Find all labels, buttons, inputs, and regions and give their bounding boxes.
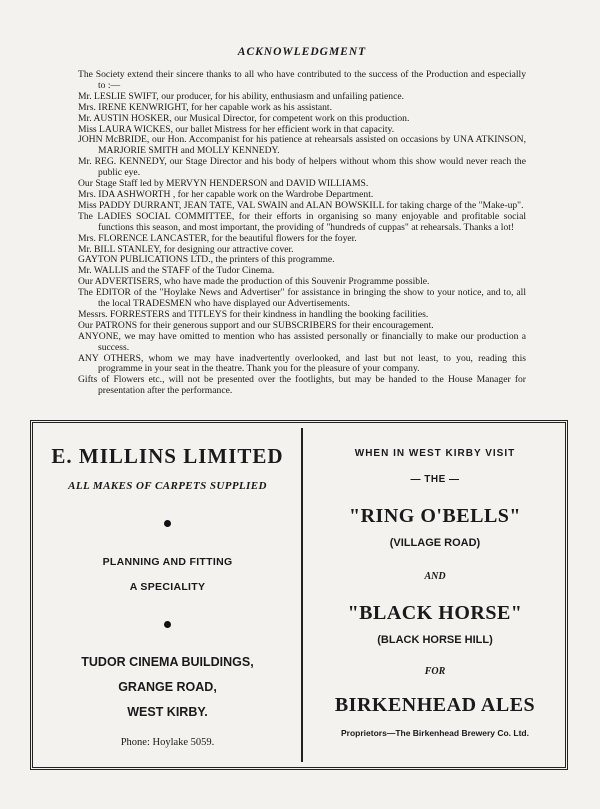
- pub-location: (BLACK HORSE HILL): [377, 634, 493, 646]
- bullet-icon: [40, 615, 295, 633]
- visit-intro: WHEN IN WEST KIRBY VISIT: [354, 448, 516, 459]
- acknowledgment-item: Mr. AUSTIN HOSKER, our Musical Director, for competent work on this production.: [78, 112, 410, 124]
- acknowledgment-list: [78, 70, 526, 397]
- acknowledgment-section: [78, 46, 526, 397]
- service-line: A SPECIALITY: [129, 581, 206, 593]
- acknowledgment-item: Mrs. IRENE KENWRIGHT, for her capable work as his assistant.: [78, 101, 332, 113]
- pub-name: "BLACK HORSE": [347, 602, 523, 624]
- acknowledgment-title: ACKNOWLEDGMENT: [237, 46, 367, 58]
- advertisement-divider: [301, 428, 303, 762]
- brand-name: BIRKENHEAD ALES: [334, 694, 536, 716]
- acknowledgment-item: The Society extend their sincere thanks to all who have contributed to the success of the Production and especially to :—: [78, 69, 526, 91]
- acknowledgment-item: ANYONE, we may have omitted to mention who has assisted personally or financially to make our production a success.: [78, 330, 526, 353]
- acknowledgment-item: Our PATRONS for their generous support and our SUBSCRIBERS for their encouragement.: [78, 319, 434, 331]
- phone-number: Phone: Hoylake 5059.: [120, 737, 215, 748]
- acknowledgment-item: Miss LAURA WICKES, our ballet Mistress for her efficient work in that capacity.: [78, 123, 395, 135]
- carpet-tagline: ALL MAKES OF CARPETS SUPPLIED: [68, 480, 267, 492]
- millins-advertisement: [40, 430, 295, 748]
- acknowledgment-item: Mr. LESLIE SWIFT, our producer, for his ability, enthusiasm and unfailing patience.: [78, 90, 404, 102]
- the-separator: — THE —: [410, 474, 460, 485]
- address-line: GRANGE ROAD,: [118, 680, 217, 694]
- for-connector: FOR: [424, 666, 446, 677]
- bullet-icon: [40, 514, 295, 532]
- acknowledgment-item: Mr. REG. KENNEDY, our Stage Director and his body of helpers without whom this show would never reach the public eye.: [78, 156, 526, 179]
- acknowledgment-item: The LADIES SOCIAL COMMITTEE, for their efforts in organising so many enjoyable and profitable social functions this season, and most important, the providing of "hundreds of cuppas" at rehearsals. Thanks a lot!: [78, 210, 526, 233]
- acknowledgment-item: Mrs. IDA ASHWORTH , for her capable work on the Wardrobe Department.: [78, 188, 374, 200]
- acknowledgment-item: The EDITOR of the "Hoylake News and Advertiser" for assistance in bringing the show to your notice, and to, all the local TRADESMEN who have displayed our Advertisements.: [78, 287, 526, 310]
- and-connector: AND: [424, 571, 446, 582]
- acknowledgment-item: Our ADVERTISERS, who have made the production of this Souvenir Programme possible.: [78, 276, 430, 288]
- acknowledgment-item: Miss PADDY DURRANT, JEAN TATE, VAL SWAIN and ALAN BOWSKILL for taking charge of the "Make-up".: [78, 199, 524, 211]
- company-name: E. MILLINS LIMITED: [51, 444, 284, 468]
- acknowledgment-item: Mr. BILL STANLEY, for designing our attractive cover.: [78, 243, 294, 255]
- acknowledgment-item: Our Stage Staff led by MERVYN HENDERSON and DAVID WILLIAMS.: [78, 178, 369, 190]
- acknowledgment-item: Mr. WALLIS and the STAFF of the Tudor Cinema.: [78, 265, 275, 277]
- acknowledgment-item: ANY OTHERS, whom we may have inadvertently overlooked, and last but not least, to you, reading this programme in your seat in the theatre. Thank you for the pleasure of your company.: [78, 352, 526, 375]
- service-line: PLANNING AND FITTING: [102, 556, 233, 568]
- acknowledgment-item: Messrs. FORRESTERS and TITLEYS for their kindness in handling the booking facilities.: [78, 308, 429, 320]
- brewery-advertisement: [310, 430, 560, 738]
- acknowledgment-item: Gifts of Flowers etc., will not be presented over the footlights, but may be handed to the House Manager for presentation after the performance.: [78, 374, 526, 397]
- acknowledgment-item: GAYTON PUBLICATIONS LTD., the printers of this programme.: [78, 254, 335, 266]
- pub-location: (VILLAGE ROAD): [389, 537, 481, 549]
- pub-name: "RING O'BELLS": [348, 505, 522, 527]
- proprietors-line: Proprietors—The Birkenhead Brewery Co. Ltd.: [341, 728, 529, 738]
- acknowledgment-item: Mrs. FLORENCE LANCASTER, for the beautiful flowers for the foyer.: [78, 232, 357, 244]
- address-line: TUDOR CINEMA BUILDINGS,: [81, 655, 254, 669]
- address-line: WEST KIRBY.: [127, 705, 208, 719]
- acknowledgment-item: JOHN McBRIDE, our Hon. Accompanist for his patience at rehearsals assisted on occasions by UNA ATKINSON, MARJORIE SMITH and MOLLY KENNEDY.: [78, 134, 526, 157]
